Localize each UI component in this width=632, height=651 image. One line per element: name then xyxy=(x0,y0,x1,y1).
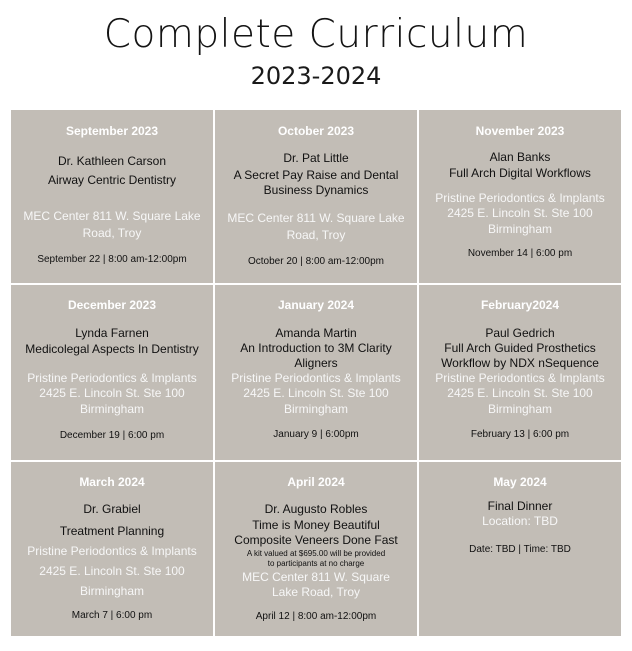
page-subtitle: 2023-2024 xyxy=(250,62,382,90)
session-card-april-2024 xyxy=(215,462,417,636)
session-card-january-2024 xyxy=(215,285,417,460)
session-location-line: Birmingham xyxy=(79,584,145,598)
session-location-line: 2425 E. Lincoln St. Ste 100 xyxy=(447,206,593,220)
session-month: January 2024 xyxy=(277,298,355,312)
session-date-time: October 20 | 8:00 am-12:00pm xyxy=(247,256,384,267)
session-month: May 2024 xyxy=(493,475,547,489)
session-note: A kit valued at $695.00 will be provided xyxy=(246,549,386,558)
session-date-time: April 12 | 8:00 am-12:00pm xyxy=(255,611,377,622)
session-location-line: Pristine Periodontics & Implants xyxy=(435,191,605,205)
session-location-line: Pristine Periodontics & Implants xyxy=(27,544,197,558)
session-location-line: 2425 E. Lincoln St. Ste 100 xyxy=(39,386,185,400)
session-date-time: March 7 | 6:00 pm xyxy=(71,610,153,621)
curriculum-grid xyxy=(11,110,621,636)
session-topic: Composite Veneers Done Fast xyxy=(234,533,398,547)
session-speaker: Dr. Grabiel xyxy=(83,502,141,516)
session-topic: Time is Money Beautiful xyxy=(252,518,380,532)
session-month: December 2023 xyxy=(67,298,157,312)
session-topic: Airway Centric Dentistry xyxy=(47,173,177,187)
session-speaker: Dr. Augusto Robles xyxy=(264,502,368,516)
session-month: March 2024 xyxy=(79,475,145,489)
session-date-time: Date: TBD | Time: TBD xyxy=(469,544,571,555)
session-card-december-2023 xyxy=(11,285,213,460)
session-speaker: Dr. Kathleen Carson xyxy=(57,154,167,168)
session-topic: Full Arch Guided Prosthetics xyxy=(444,341,596,355)
session-card-october-2023 xyxy=(215,110,417,283)
session-location-line: Birmingham xyxy=(283,402,349,416)
session-month: September 2023 xyxy=(65,124,159,138)
session-month: April 2024 xyxy=(287,475,345,489)
session-card-march-2024 xyxy=(11,462,213,636)
session-month: October 2023 xyxy=(277,124,355,138)
page-title: Complete Curriculum xyxy=(103,12,529,57)
session-location-line: MEC Center 811 W. Square xyxy=(242,570,390,584)
session-location-line: MEC Center 811 W. Square Lake xyxy=(227,211,405,225)
session-topic: Aligners xyxy=(294,356,338,370)
session-location-line: MEC Center 811 W. Square Lake xyxy=(23,209,201,223)
session-location-line: Birmingham xyxy=(487,222,553,236)
session-card-may-2024 xyxy=(419,462,621,636)
session-card-september-2023 xyxy=(11,110,213,283)
session-date-time: January 9 | 6:00pm xyxy=(273,429,359,440)
session-card-february-2024 xyxy=(419,285,621,460)
session-speaker: Amanda Martin xyxy=(275,326,357,340)
session-speaker: Paul Gedrich xyxy=(485,326,555,340)
session-location-line: 2425 E. Lincoln St. Ste 100 xyxy=(39,564,185,578)
session-topic: Workflow by NDX nSequence xyxy=(441,356,599,370)
session-location-line: Birmingham xyxy=(487,402,553,416)
session-topic: An Introduction to 3M Clarity xyxy=(240,341,392,355)
session-speaker: Lynda Farnen xyxy=(75,326,149,340)
session-location-line: Pristine Periodontics & Implants xyxy=(231,371,401,385)
session-date-time: November 14 | 6:00 pm xyxy=(467,248,573,259)
session-location-line: Birmingham xyxy=(79,402,145,416)
session-date-time: February 13 | 6:00 pm xyxy=(470,429,570,440)
session-month: February2024 xyxy=(480,298,560,312)
session-speaker: Alan Banks xyxy=(489,150,551,164)
session-location-line: Road, Troy xyxy=(82,226,142,240)
session-location-line: 2425 E. Lincoln St. Ste 100 xyxy=(447,386,593,400)
session-topic: Medicolegal Aspects In Dentistry xyxy=(25,342,199,356)
session-note: to participants at no charge xyxy=(267,559,365,568)
session-location-line: 2425 E. Lincoln St. Ste 100 xyxy=(243,386,389,400)
session-location-line: Location: TBD xyxy=(482,514,558,528)
session-location-line: Road, Troy xyxy=(286,228,346,242)
session-topic: Business Dynamics xyxy=(263,183,369,197)
session-card-november-2023 xyxy=(419,110,621,283)
session-speaker: Dr. Pat Little xyxy=(283,151,349,165)
session-speaker: Final Dinner xyxy=(487,499,553,513)
session-location-line: Lake Road, Troy xyxy=(271,585,361,599)
session-topic: Full Arch Digital Workflows xyxy=(449,166,591,180)
session-location-line: Pristine Periodontics & Implants xyxy=(435,371,605,385)
session-date-time: December 19 | 6:00 pm xyxy=(59,430,165,441)
session-location-line: Pristine Periodontics & Implants xyxy=(27,371,197,385)
session-month: November 2023 xyxy=(475,124,565,138)
session-topic: A Secret Pay Raise and Dental xyxy=(233,168,399,182)
session-topic: Treatment Planning xyxy=(59,524,165,538)
session-date-time: September 22 | 8:00 am-12:00pm xyxy=(37,254,187,265)
